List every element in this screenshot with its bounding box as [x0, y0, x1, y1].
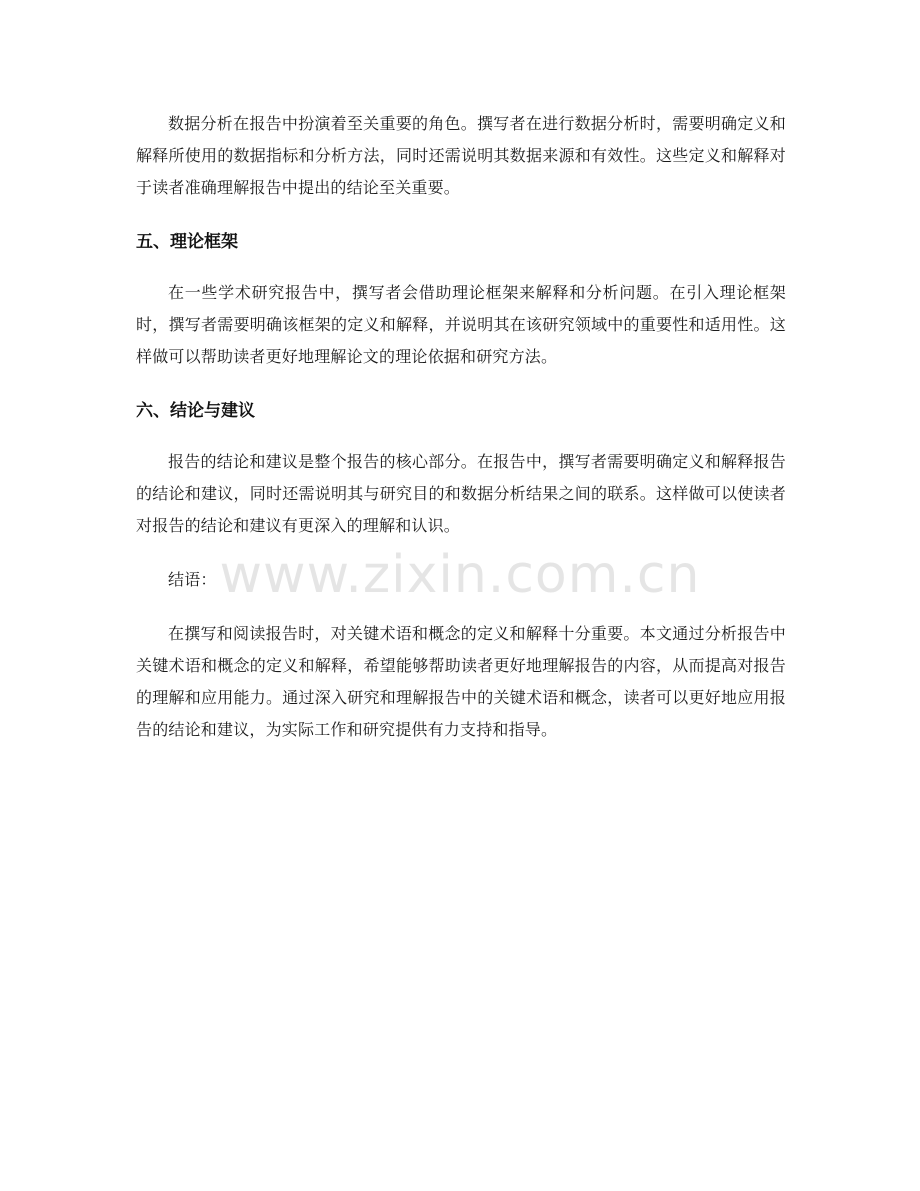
paragraph-closing: 在撰写和阅读报告时，对关键术语和概念的定义和解释十分重要。本文通过分析报告中关键术语和概念的定义和解释，希望能够帮助读者更好地理解报告的内容，从而提高对报告的理解和应用能力。通过深入研究和理解报告中的关键术语和概念，读者可以更好地应用报告的结论和建议，为实际工作和研究提供有力支持和指导。: [136, 624, 786, 739]
paragraph-data-analysis: 数据分析在报告中扮演着至关重要的角色。撰写者在进行数据分析时，需要明确定义和解释所使用的数据指标和分析方法，同时还需说明其数据来源和有效性。这些定义和解释对于读者准确理解报告中提出的结论至关重要。: [136, 114, 786, 197]
closing-label: 结语：: [168, 570, 217, 589]
section-heading-conclusion: 六、结论与建议: [136, 401, 255, 421]
document-body: [136, 108, 786, 746]
watermark: www.zixin.com.cn: [219, 545, 701, 605]
section-heading-theory-framework: 五、理论框架: [136, 232, 238, 252]
paragraph-theory-framework: 在一些学术研究报告中，撰写者会借助理论框架来解释和分析问题。在引入理论框架时，撰写者需要明确该框架的定义和解释，并说明其在该研究领域中的重要性和适用性。这样做可以帮助读者更好地理解论文的理论依据和研究方法。: [136, 283, 786, 366]
paragraph-conclusion: 报告的结论和建议是整个报告的核心部分。在报告中，撰写者需要明确定义和解释报告的结论和建议，同时还需说明其与研究目的和数据分析结果之间的联系。这样做可以使读者对报告的结论和建议有更深入的理解和认识。: [136, 452, 786, 535]
